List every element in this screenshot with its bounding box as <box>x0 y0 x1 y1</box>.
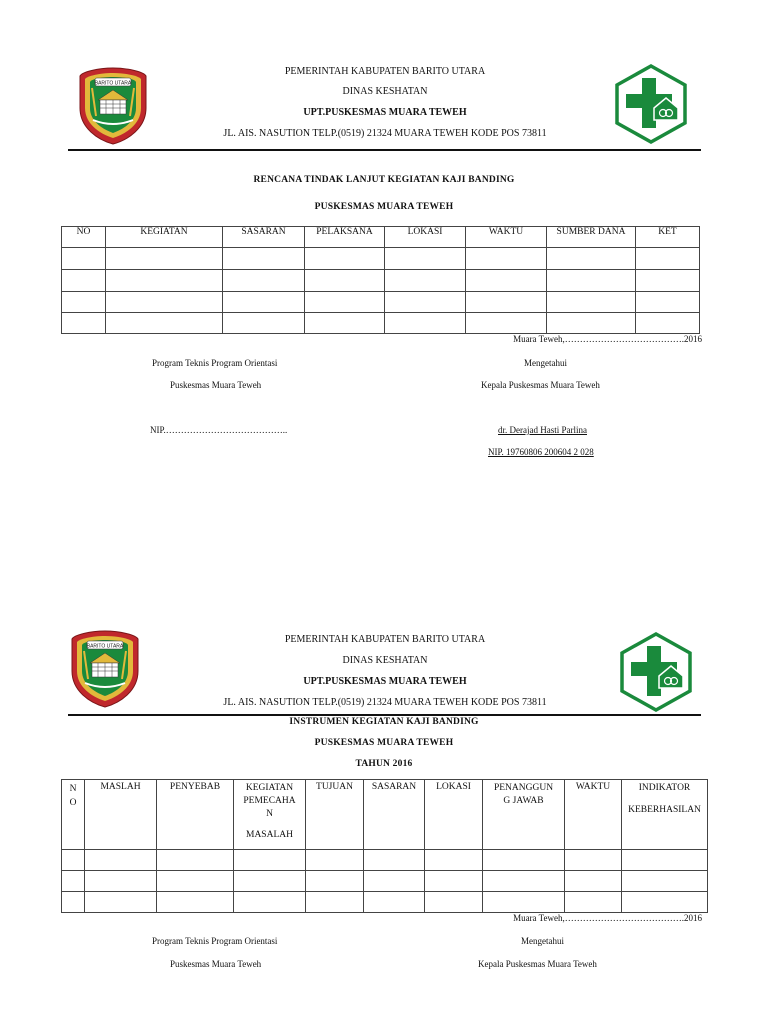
doc1-right-sig-line2: Kepala Puskesmas Muara Teweh <box>481 380 600 390</box>
health-ministry-logo <box>619 632 693 712</box>
col-header: SASARAN <box>223 227 305 248</box>
doc2-year: TAHUN 2016 <box>355 759 413 769</box>
header-unit: UPT.PUSKESMAS MUARA TEWEH <box>303 676 467 687</box>
col-header: WAKTU <box>466 227 547 248</box>
table-row <box>62 292 700 313</box>
table-header-row <box>62 780 708 850</box>
doc2-place-date: Muara Teweh,………………………………….2016 <box>513 913 702 923</box>
table-row <box>62 248 700 270</box>
col-header-sasaran: SASARAN <box>364 780 425 850</box>
table-row <box>62 270 700 292</box>
barito-utara-emblem <box>78 66 148 146</box>
col-header-penanggung-jawab: PENANGGUN G JAWAB <box>483 780 565 850</box>
col-header: KEGIATAN <box>106 227 223 248</box>
doc1-right-sig-line1: Mengetahui <box>524 358 567 368</box>
doc2-table <box>61 779 708 913</box>
header-address: JL. AIS. NASUTION TELP.(0519) 21324 MUARA TEWEH KODE POS 73811 <box>223 697 547 708</box>
doc1-place-date: Muara Teweh,………………………………….2016 <box>513 334 702 344</box>
col-header-tujuan: TUJUAN <box>306 780 364 850</box>
col-header: SUMBER DANA <box>547 227 636 248</box>
header-address: JL. AIS. NASUTION TELP.(0519) 21324 MUARA TEWEH KODE POS 73811 <box>223 128 547 139</box>
doc2-right-sig-line1: Mengetahui <box>521 936 564 946</box>
header-unit: UPT.PUSKESMAS MUARA TEWEH <box>303 107 467 118</box>
col-header-maslah: MASLAH <box>85 780 157 850</box>
doc2-left-sig-line1: Program Teknis Program Orientasi <box>152 936 278 946</box>
header-dept: DINAS KESHATAN <box>342 655 428 666</box>
doc1-left-sig-line1: Program Teknis Program Orientasi <box>152 358 278 368</box>
col-header-lokasi: LOKASI <box>425 780 483 850</box>
col-header-waktu: WAKTU <box>565 780 622 850</box>
doc1-table <box>61 226 700 334</box>
doc2-left-sig-line2: Puskesmas Muara Teweh <box>170 959 262 969</box>
doc1-subtitle: PUSKESMAS MUARA TEWEH <box>314 202 454 212</box>
header-dept: DINAS KESHATAN <box>342 86 428 97</box>
doc1-right-nip: NIP. 19760806 200604 2 028 <box>488 447 594 457</box>
table-row <box>62 850 708 871</box>
svg-text:BARITO UTARA: BARITO UTARA <box>86 643 124 650</box>
doc1-right-name: dr. Derajad Hasti Parlina <box>498 425 587 435</box>
header-rule <box>68 149 701 151</box>
table-row <box>62 892 708 913</box>
col-header: NO <box>62 227 106 248</box>
doc1-left-sig-line2: Puskesmas Muara Teweh <box>170 380 262 390</box>
svg-text:BARITO UTARA: BARITO UTARA <box>94 80 132 87</box>
table-row <box>62 871 708 892</box>
barito-utara-emblem <box>70 629 140 709</box>
doc2-right-sig-line2: Kepala Puskesmas Muara Teweh <box>478 959 597 969</box>
health-ministry-logo <box>614 64 688 144</box>
col-header-kegiatan: KEGIATAN PEMECAHA N MASALAH <box>234 780 306 850</box>
col-header-penyebab: PENYEBAB <box>157 780 234 850</box>
doc1-left-nip: NIP.………………………………….. <box>150 425 288 435</box>
col-header-no: N O <box>62 780 85 850</box>
doc2-subtitle: PUSKESMAS MUARA TEWEH <box>314 738 454 748</box>
header-rule <box>68 714 701 716</box>
col-header-indikator: INDIKATOR KEBERHASILAN <box>622 780 708 850</box>
col-header: LOKASI <box>385 227 466 248</box>
table-row <box>62 313 700 334</box>
header-gov: PEMERINTAH KABUPATEN BARITO UTARA <box>284 66 486 77</box>
doc1-title: RENCANA TINDAK LANJUT KEGIATAN KAJI BANDING <box>253 175 515 185</box>
table-header-row <box>62 227 700 248</box>
header-gov: PEMERINTAH KABUPATEN BARITO UTARA <box>284 634 486 645</box>
col-header: KET <box>636 227 700 248</box>
col-header: PELAKSANA <box>305 227 385 248</box>
doc2-title: INSTRUMEN KEGIATAN KAJI BANDING <box>289 717 479 727</box>
